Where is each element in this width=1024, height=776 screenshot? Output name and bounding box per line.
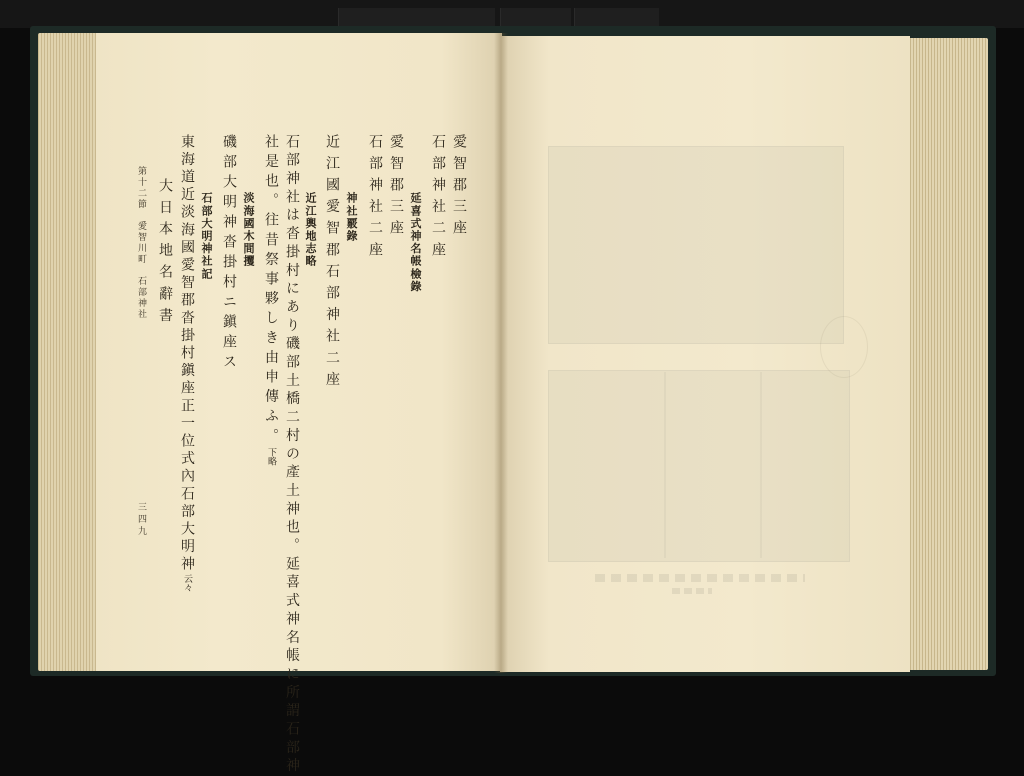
- scan-background-top: [0, 0, 1024, 28]
- source-heading: [410, 192, 421, 293]
- column-text: 神社覈錄: [345, 192, 358, 243]
- left-page-stack: [38, 33, 100, 671]
- column-text: 社是也。往昔祭事夥しき由申傳ふ。: [263, 134, 279, 448]
- source-heading: [346, 192, 357, 242]
- show-through-caption: [595, 574, 805, 582]
- show-through-plate-top: [548, 146, 844, 344]
- column-text: 延喜式神名帳檢錄: [409, 192, 422, 293]
- column-text: 石部神社二座: [367, 134, 383, 264]
- source-heading: [158, 178, 172, 329]
- column-text: 石部神社二座: [430, 134, 446, 264]
- text-column: [264, 134, 278, 466]
- show-through-caption: [672, 588, 712, 594]
- column-text: 大日本地名辭書: [157, 178, 173, 330]
- source-heading: [305, 192, 316, 268]
- inline-note: 下略: [266, 447, 276, 466]
- text-column: [452, 134, 466, 242]
- book-gutter: [494, 33, 508, 673]
- text-column: [325, 134, 339, 393]
- show-through-line: [664, 372, 666, 558]
- right-page-stack: [902, 38, 988, 670]
- text-column: [389, 134, 403, 242]
- text-column: [222, 134, 236, 374]
- show-through-plate-bottom: [548, 370, 850, 562]
- show-through-stamp: [820, 316, 868, 378]
- column-text: 近江國愛智郡石部神社二座: [324, 134, 340, 394]
- column-text: 磯部大明神沓掛村ニ鎭座ス: [221, 134, 237, 374]
- page-number: [136, 502, 145, 538]
- column-text: 淡海國木間攫: [242, 192, 255, 268]
- text-column: [431, 134, 445, 264]
- column-text: 愛智郡三座: [388, 134, 404, 242]
- source-heading: [243, 192, 254, 268]
- column-text: 東海道近淡海國愛智郡沓掛村鎭座正一位式內石部大明神: [179, 134, 195, 574]
- source-heading: [201, 192, 212, 280]
- running-header: [136, 166, 145, 320]
- text-column: [368, 134, 382, 264]
- text-column: [285, 134, 299, 776]
- text-column: [180, 134, 194, 592]
- column-text: 石部神社は沓掛村にあり磯部土橋二村の產土神也。延喜式神名帳に所謂石部神: [284, 134, 300, 776]
- page-number-text: 三四九: [136, 502, 146, 538]
- inline-note: 云々: [182, 574, 192, 592]
- running-header-text: 第十二節 愛智川町 石部神社: [136, 166, 146, 320]
- show-through-line: [760, 372, 762, 558]
- column-text: 近江輿地志略: [304, 192, 317, 268]
- column-text: 愛智郡三座: [451, 134, 467, 242]
- column-text: 石部大明神社記: [200, 192, 213, 281]
